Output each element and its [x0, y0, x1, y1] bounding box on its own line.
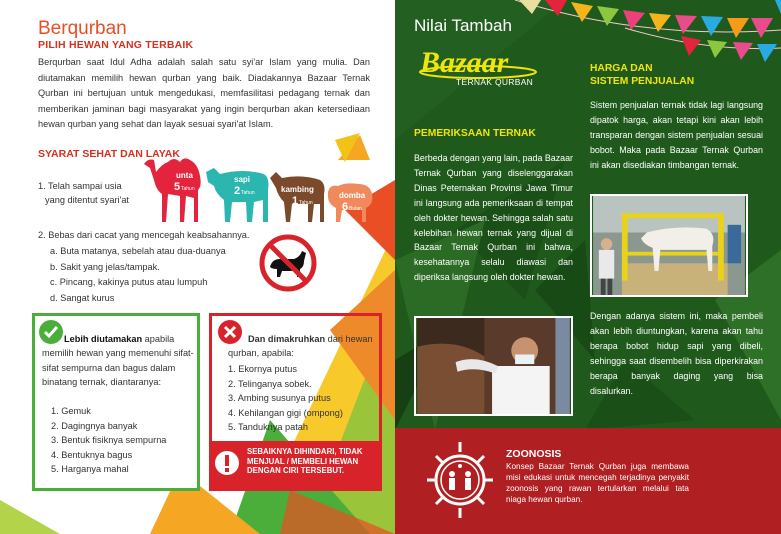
- cow-age: 2: [234, 185, 241, 197]
- intro-paragraph: Berqurban saat Idul Adha adalah salah satu syi'ar Islam yang mulia. Dan diutamakan memilih hewan qurban yang baik. Diadakannya Bazaar Ternak Qurban ini bertujuan untuk mengedukasi, memfasilitasi pedagang ternak dan memberikan jaminan bagi masyarakat yang ingin berqurban akan ketersediaan hewan qurban yang sehat dan layak sesuai syari'at Islam.: [38, 57, 370, 130]
- list-item: 5. Harganya mahal: [51, 464, 129, 475]
- animal-age-illustration: [142, 150, 376, 230]
- sheep-age: 6: [342, 201, 349, 213]
- list-item: 2. Dagingnya banyak: [51, 420, 138, 431]
- no-sick-animal-icon: [258, 233, 318, 293]
- makruh-text: [228, 332, 378, 361]
- vet-inspection-photo: [414, 316, 573, 416]
- exclamation-icon: [214, 450, 240, 476]
- camel-label: unta: [176, 171, 193, 180]
- makruh-bold: Dan dimakruhkan: [248, 334, 326, 344]
- sheep-label: domba: [339, 191, 366, 200]
- harga-heading: [590, 62, 694, 88]
- sheep-icon: [328, 183, 372, 222]
- rule-2: [38, 228, 249, 307]
- rule-1-line-2: yang ditentut syari'at: [45, 195, 129, 205]
- bazaar-word: Bazaar: [420, 46, 509, 79]
- preferred-list: [51, 404, 166, 477]
- preferred-box: [32, 313, 200, 491]
- sheep-age-unit: Bulan: [349, 206, 362, 212]
- list-item: 4. Kehilangan gigi (ompong): [228, 407, 343, 418]
- warning-text: SEBAIKNYA DIHINDARI, TIDAK MENJUAL / MEMBELI HEWAN DENGAN CIRI TERSEBUT.: [247, 447, 363, 476]
- rule-1-line-1: 1. Telah sampai usia: [38, 181, 122, 191]
- list-item: 1. Ekornya putus: [228, 364, 297, 374]
- bazaar-logo: [418, 42, 548, 82]
- zoonosis-text: Konsep Bazaar Ternak Qurban juga membawa misi edukasi untuk mencegah terjadinya penyakit zoonosis yang rawan tertularkan melalui tata niaga hewan qurban.: [506, 462, 689, 504]
- list-item: 1. Gemuk: [51, 406, 91, 416]
- dengan-text: Dengan adanya sistem ini, maka pembeli akan lebih diuntungkan, karena akan tahu berapa bobot hidup sapi yang dibeli, sehingga saat disembelih bisa diperkirakan berapa banyak daging yang bisa disalurkan.: [590, 311, 763, 396]
- warning-banner: [209, 441, 382, 491]
- bunting-flags: [515, 0, 781, 62]
- list-item: d. Sangat kurus: [50, 293, 115, 304]
- zoonosis-heading: ZOONOSIS: [506, 448, 562, 460]
- goat-icon: [270, 172, 325, 222]
- goat-age: 1: [292, 195, 299, 207]
- rule-2-list: [38, 244, 249, 307]
- rule-2-title: 2. Bebas dari cacat yang mencegah keabsahannya.: [38, 230, 250, 240]
- cow-icon: [206, 168, 269, 222]
- makruh-desc: dari hewan qurban, apabila:: [228, 334, 373, 359]
- ternak-qurban-label: TERNAK QURBAN: [456, 77, 534, 87]
- syarat-heading: SYARAT SEHAT DAN LAYAK: [38, 148, 180, 160]
- cow-label: sapi: [234, 175, 251, 184]
- list-item: b. Sakit yang jelas/tampak.: [50, 261, 160, 272]
- makruh-box: [209, 313, 382, 491]
- list-item: 3. Bentuk fisiknya sempurna: [51, 435, 167, 446]
- makruh-list: [228, 362, 343, 435]
- pemeriksaan-text: Berbeda dengan yang lain, pada Bazaar Ternak Qurban yang diselenggarakan Dinas Peternakan Provinsi Jawa Timur ini langsung ada pemeriksaan di tempat oleh dokter hewan. Sehingga salah satu kelebihan hewan ternak yang dijual di Bazaar Ternak Qurban ini bahwa, kesehatannya selalu diawasi dan diperiksa langsung oleh dokter hewan.: [414, 153, 573, 283]
- camel-age: 5: [174, 181, 181, 193]
- camel-icon: [144, 158, 201, 222]
- camel-age-unit: Tahun: [181, 186, 195, 192]
- harga-heading-line-1: HARGA DAN: [590, 63, 653, 74]
- list-item: 3. Ambing susunya putus: [228, 393, 331, 404]
- preferred-text: [42, 332, 194, 390]
- page-subtitle: PILIH HEWAN YANG TERBAIK: [38, 39, 194, 51]
- nilai-tambah-title: Nilai Tambah: [414, 16, 512, 35]
- zoonosis-logo-icon: [425, 440, 495, 520]
- list-item: c. Pincang, kakinya putus atau lumpuh: [50, 277, 208, 288]
- cow-scale-photo: [590, 194, 748, 297]
- harga-heading-line-2: SISTEM PENJUALAN: [590, 76, 695, 87]
- list-item: 2. Telinganya sobek.: [228, 378, 312, 389]
- pemeriksaan-heading: PEMERIKSAAN TERNAK: [414, 128, 536, 139]
- page-title: Berqurban: [38, 18, 127, 39]
- list-item: 5. Tanduknya patah: [228, 422, 309, 433]
- goat-age-unit: Tahun: [299, 200, 313, 206]
- preferred-bold: Lebih diutamakan: [64, 334, 143, 344]
- list-item: 4. Bentuknya bagus: [51, 449, 133, 460]
- list-item: a. Buta matanya, sebelah atau dua-duanya: [50, 245, 226, 256]
- goat-label: kambing: [281, 185, 314, 194]
- rule-1: [38, 179, 148, 207]
- harga-text: Sistem penjualan ternak tidak lagi langsung dipatok harga, akan tetapi kini akan lebih transparan dengan sistem penjualan sesuai bobot. Maka pada Bazaar Ternak Qurban ini akan disediakan timbangan ternak.: [590, 100, 763, 170]
- right-page: [395, 0, 781, 534]
- cow-age-unit: Tahun: [241, 190, 255, 196]
- preferred-desc: apabila memilih hewan yang memenuhi sifat-sifat sempurna dan bagus dalam binatang ternak, diantaranya:: [42, 334, 194, 388]
